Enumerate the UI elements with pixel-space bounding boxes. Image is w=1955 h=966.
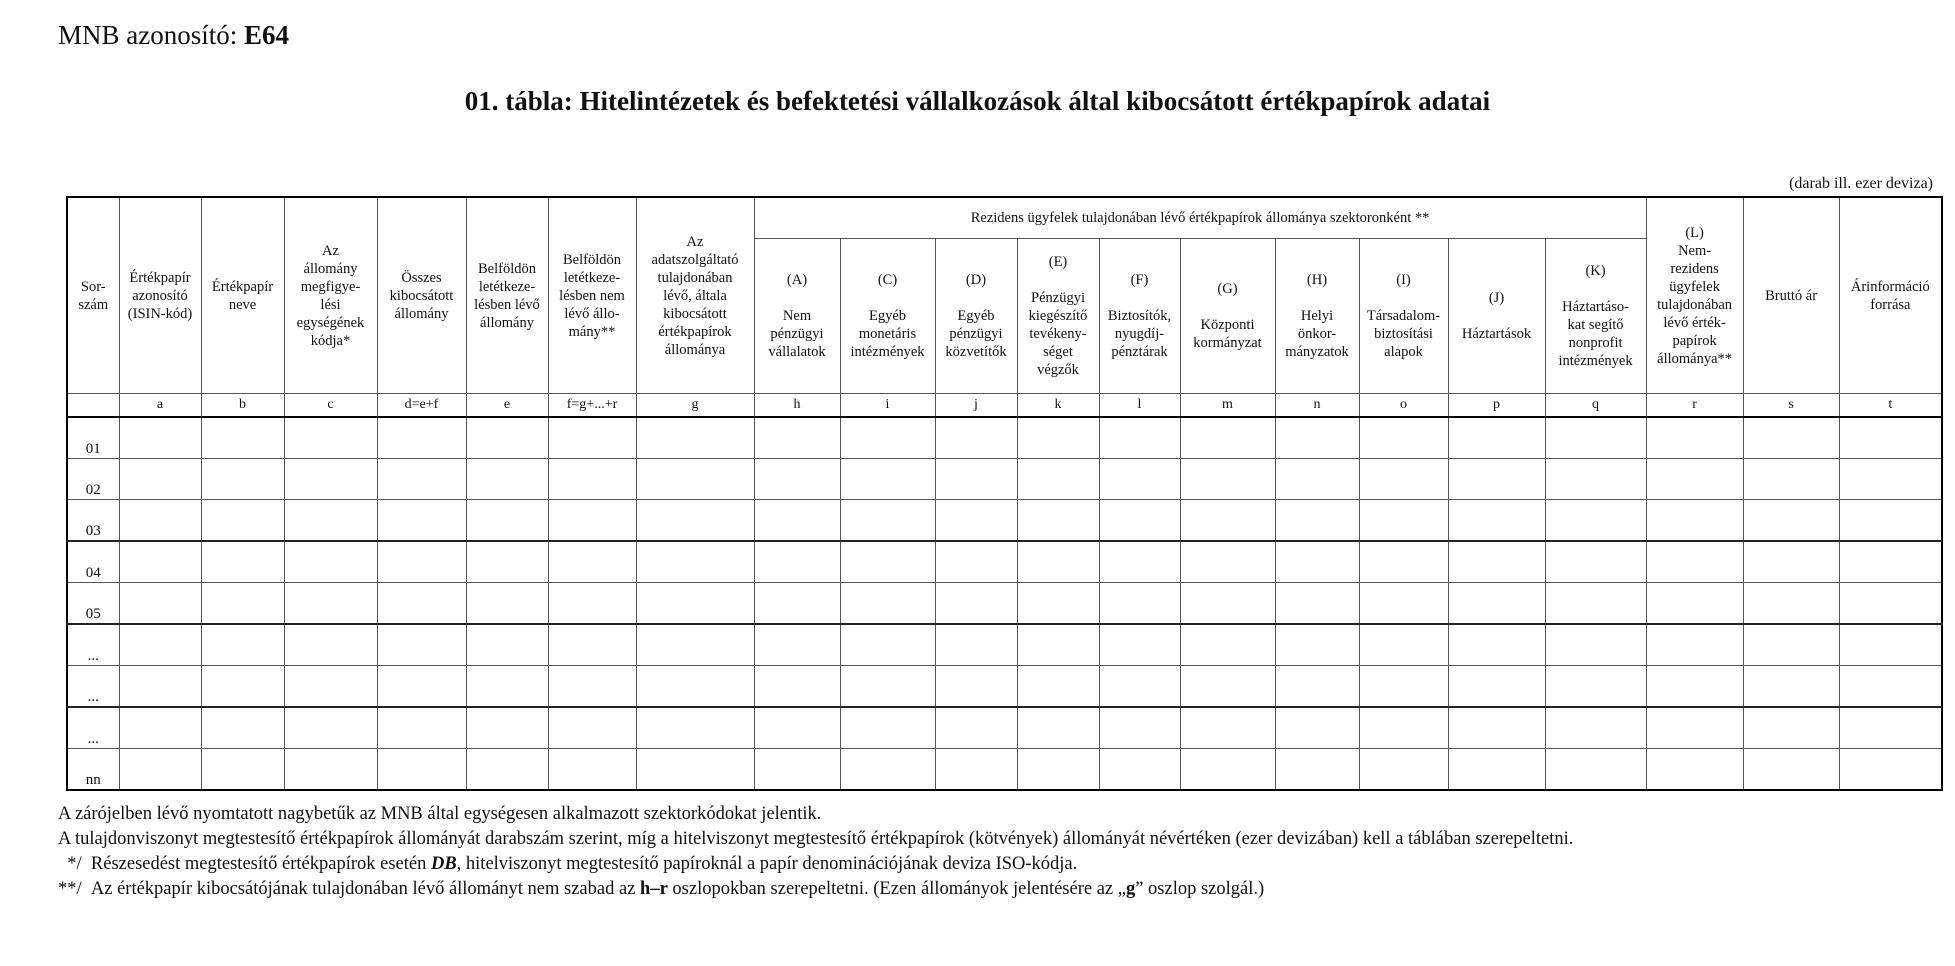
data-cell[interactable] <box>1448 624 1545 666</box>
data-cell[interactable] <box>1359 583 1448 625</box>
data-cell[interactable] <box>1545 749 1646 791</box>
footnote-marker: */ <box>67 854 82 874</box>
data-cell[interactable] <box>754 707 840 749</box>
data-cell[interactable] <box>1646 541 1743 583</box>
row-number: 05 <box>67 583 119 625</box>
data-cell[interactable] <box>466 707 548 749</box>
data-cell[interactable] <box>377 583 466 625</box>
data-cell[interactable] <box>119 749 201 791</box>
data-cell[interactable] <box>840 583 935 625</box>
data-cell[interactable] <box>636 583 754 625</box>
data-cell[interactable] <box>1839 583 1942 625</box>
data-cell[interactable] <box>935 541 1017 583</box>
table-row <box>67 749 1942 791</box>
securities-table <box>66 196 1943 791</box>
footnote-text: Az értékpapír kibocsátójának tulajdonában lévő állományt nem szabad az <box>90 879 641 899</box>
data-cell[interactable] <box>754 541 840 583</box>
column-code-row <box>67 394 1942 418</box>
row-number: 04 <box>67 541 119 583</box>
data-cell[interactable] <box>840 666 935 708</box>
data-cell[interactable] <box>284 417 377 459</box>
column-code: s <box>1743 394 1839 418</box>
data-cell[interactable] <box>201 749 284 791</box>
data-cell[interactable] <box>754 624 840 666</box>
table-row <box>67 583 1942 625</box>
data-cell[interactable] <box>1099 500 1180 542</box>
data-cell[interactable] <box>935 749 1017 791</box>
data-cell[interactable] <box>548 459 636 500</box>
data-cell[interactable] <box>284 666 377 708</box>
table-row <box>67 624 1942 666</box>
col-header-nonresident: (L) Nem- rezidens ügyfelek tulajdonában lévő érték- papírok állománya** <box>1646 197 1743 394</box>
data-cell[interactable] <box>1646 666 1743 708</box>
data-cell[interactable] <box>1099 459 1180 500</box>
table-body <box>67 417 1942 790</box>
data-cell[interactable] <box>466 459 548 500</box>
data-cell[interactable] <box>284 583 377 625</box>
data-cell[interactable] <box>1180 459 1275 500</box>
data-cell[interactable] <box>548 624 636 666</box>
data-cell[interactable] <box>636 459 754 500</box>
data-cell[interactable] <box>466 583 548 625</box>
data-cell[interactable] <box>1545 666 1646 708</box>
data-cell[interactable] <box>1448 500 1545 542</box>
footnote-text: , hitelviszonyt megtestesítő papíroknál a papír denominációjának deviza ISO-kódja. <box>456 854 1078 874</box>
data-cell[interactable] <box>548 500 636 542</box>
footnote-double-star <box>58 877 1573 902</box>
data-cell[interactable] <box>119 583 201 625</box>
col-header-row-number: Sor- szám <box>67 197 119 394</box>
data-cell[interactable] <box>1099 707 1180 749</box>
data-cell[interactable] <box>548 541 636 583</box>
column-code: k <box>1017 394 1099 418</box>
data-cell[interactable] <box>840 500 935 542</box>
data-cell[interactable] <box>1017 583 1099 625</box>
data-cell[interactable] <box>1646 417 1743 459</box>
footnotes <box>58 802 1573 902</box>
col-header-sector-g: (G) Központi kormányzat <box>1180 239 1275 394</box>
data-cell[interactable] <box>201 541 284 583</box>
data-cell[interactable] <box>935 459 1017 500</box>
data-cell[interactable] <box>636 666 754 708</box>
mnb-identifier <box>58 20 289 51</box>
data-cell[interactable] <box>377 749 466 791</box>
table-row <box>67 500 1942 542</box>
data-cell[interactable] <box>1275 459 1359 500</box>
col-header-sector-e: (E) Pénzügyi kiegészítő tevékeny- séget végzők <box>1017 239 1099 394</box>
data-cell[interactable] <box>201 666 284 708</box>
data-cell[interactable] <box>1017 666 1099 708</box>
col-header-domestic-custody: Belföldön letétkeze- lésben lévő állomány <box>466 197 548 394</box>
data-cell[interactable] <box>935 417 1017 459</box>
data-cell[interactable] <box>1839 459 1942 500</box>
data-cell[interactable] <box>1017 707 1099 749</box>
column-code: j <box>935 394 1017 418</box>
footnote-holdings-units: A tulajdonviszonyt megtestesítő értékpapírok állományát darabszám szerint, míg a hitelviszonyt megtestesítő értékpapírok (kötvények) állományát névértéken (ezer devizában) kell a táblában szerepeltetni. <box>58 829 1574 849</box>
data-cell[interactable] <box>466 666 548 708</box>
data-cell[interactable] <box>1180 541 1275 583</box>
col-header-own-holdings: Az adatszolgáltató tulajdonában lévő, általa kibocsátott értékpapírok állománya <box>636 197 754 394</box>
column-code: t <box>1839 394 1942 418</box>
data-cell[interactable] <box>1099 749 1180 791</box>
data-cell[interactable] <box>636 624 754 666</box>
data-cell[interactable] <box>1180 707 1275 749</box>
footnote-single-star <box>58 852 1573 877</box>
data-cell[interactable] <box>201 583 284 625</box>
data-cell[interactable] <box>754 583 840 625</box>
data-cell[interactable] <box>1359 541 1448 583</box>
data-cell[interactable] <box>1359 666 1448 708</box>
table-row <box>67 666 1942 708</box>
column-code: r <box>1646 394 1743 418</box>
data-cell[interactable] <box>1099 583 1180 625</box>
data-cell[interactable] <box>1275 707 1359 749</box>
column-code: g <box>636 394 754 418</box>
data-cell[interactable] <box>636 500 754 542</box>
data-cell[interactable] <box>201 707 284 749</box>
data-cell[interactable] <box>119 500 201 542</box>
column-code: o <box>1359 394 1448 418</box>
col-header-price-source: Árinformáció forrása <box>1839 197 1942 394</box>
data-cell[interactable] <box>754 417 840 459</box>
data-cell[interactable] <box>1646 707 1743 749</box>
col-header-security-name: Értékpapír neve <box>201 197 284 394</box>
data-cell[interactable] <box>1275 624 1359 666</box>
column-code: a <box>119 394 201 418</box>
data-cell[interactable] <box>754 666 840 708</box>
data-cell[interactable] <box>1646 749 1743 791</box>
data-cell[interactable] <box>1743 624 1839 666</box>
row-number: 01 <box>67 417 119 459</box>
data-cell[interactable] <box>1017 749 1099 791</box>
data-cell[interactable] <box>377 624 466 666</box>
data-cell[interactable] <box>466 749 548 791</box>
column-code: q <box>1545 394 1646 418</box>
col-header-sector-c: (C) Egyéb monetáris intézmények <box>840 239 935 394</box>
data-cell[interactable] <box>1180 583 1275 625</box>
data-cell[interactable] <box>1017 624 1099 666</box>
data-cell[interactable] <box>1359 417 1448 459</box>
column-code: p <box>1448 394 1545 418</box>
data-cell[interactable] <box>201 500 284 542</box>
mnb-label: MNB azonosító: <box>58 20 238 50</box>
data-cell[interactable] <box>548 707 636 749</box>
col-header-sector-i: (I) Társadalom- biztosítási alapok <box>1359 239 1448 394</box>
col-header-sector-d: (D) Egyéb pénzügyi közvetítők <box>935 239 1017 394</box>
data-cell[interactable] <box>754 459 840 500</box>
data-cell[interactable] <box>1545 417 1646 459</box>
row-number: ... <box>67 707 119 749</box>
col-header-not-domestic-custody: Belföldön letétkeze- lésben nem lévő állo- mány** <box>548 197 636 394</box>
data-cell[interactable] <box>1359 500 1448 542</box>
data-cell[interactable] <box>636 541 754 583</box>
col-header-sector-h: (H) Helyi önkor- mányzatok <box>1275 239 1359 394</box>
column-code: l <box>1099 394 1180 418</box>
footnote-text: ” oszlop szolgál.) <box>1135 879 1265 899</box>
footnote-bold-db: DB <box>430 854 457 874</box>
data-cell[interactable] <box>1839 666 1942 708</box>
data-cell[interactable] <box>284 749 377 791</box>
col-header-sector-j: (J) Háztartások <box>1448 239 1545 394</box>
footnote-marker: **/ <box>58 879 82 899</box>
col-header-sector-k: (K) Háztartáso- kat segítő nonprofit intézmények <box>1545 239 1646 394</box>
data-cell[interactable] <box>840 417 935 459</box>
table-row <box>67 707 1942 749</box>
column-code: b <box>201 394 284 418</box>
data-cell[interactable] <box>1448 459 1545 500</box>
data-cell[interactable] <box>1839 749 1942 791</box>
unit-note: (darab ill. ezer deviza) <box>1789 175 1933 192</box>
footnote-text: Részesedést megtestesítő értékpapírok esetén <box>90 854 431 874</box>
table-row <box>67 541 1942 583</box>
data-cell[interactable] <box>466 500 548 542</box>
footnote-sector-codes: A zárójelben lévő nyomtatott nagybetűk az MNB által egységesen alkalmazott szektorkódokat jelentik. <box>58 804 822 824</box>
data-cell[interactable] <box>1180 666 1275 708</box>
data-cell[interactable] <box>1017 541 1099 583</box>
data-cell[interactable] <box>1448 666 1545 708</box>
data-cell[interactable] <box>201 417 284 459</box>
column-code: i <box>840 394 935 418</box>
data-cell[interactable] <box>119 624 201 666</box>
data-cell[interactable] <box>754 500 840 542</box>
data-cell[interactable] <box>284 541 377 583</box>
data-cell[interactable] <box>840 459 935 500</box>
data-cell[interactable] <box>1743 417 1839 459</box>
data-cell[interactable] <box>284 500 377 542</box>
column-code: e <box>466 394 548 418</box>
column-code: c <box>284 394 377 418</box>
data-cell[interactable] <box>1180 624 1275 666</box>
data-cell[interactable] <box>935 500 1017 542</box>
data-cell[interactable] <box>1359 707 1448 749</box>
data-cell[interactable] <box>1359 624 1448 666</box>
data-cell[interactable] <box>1359 459 1448 500</box>
data-cell[interactable] <box>377 707 466 749</box>
data-cell[interactable] <box>548 749 636 791</box>
column-code: d=e+f <box>377 394 466 418</box>
mnb-code: E64 <box>244 20 290 50</box>
column-code: f=g+...+r <box>548 394 636 418</box>
data-cell[interactable] <box>1743 541 1839 583</box>
data-cell[interactable] <box>1448 707 1545 749</box>
footnote-text: oszlopokban szerepeltetni. (Ezen állományok jelentésére az „ <box>667 879 1126 899</box>
data-cell[interactable] <box>1275 583 1359 625</box>
data-cell[interactable] <box>1646 500 1743 542</box>
resident-sector-group-header: Rezidens ügyfelek tulajdonában lévő értékpapírok állománya szektoronként ** <box>754 197 1646 239</box>
data-cell[interactable] <box>1646 583 1743 625</box>
footnote-bold-g: g <box>1125 879 1136 899</box>
data-cell[interactable] <box>935 707 1017 749</box>
data-cell[interactable] <box>1743 707 1839 749</box>
data-cell[interactable] <box>1743 666 1839 708</box>
data-cell[interactable] <box>1180 500 1275 542</box>
data-cell[interactable] <box>119 541 201 583</box>
data-cell[interactable] <box>1743 583 1839 625</box>
data-cell[interactable] <box>1545 459 1646 500</box>
data-cell[interactable] <box>1359 749 1448 791</box>
data-cell[interactable] <box>201 624 284 666</box>
data-cell[interactable] <box>1448 583 1545 625</box>
data-cell[interactable] <box>377 541 466 583</box>
data-cell[interactable] <box>840 541 935 583</box>
data-cell[interactable] <box>935 624 1017 666</box>
data-cell[interactable] <box>1545 624 1646 666</box>
data-cell[interactable] <box>1839 417 1942 459</box>
data-cell[interactable] <box>377 666 466 708</box>
page-title: 01. tábla: Hitelintézetek és befektetési vállalkozások által kibocsátott értékpapírok adatai <box>464 86 1491 116</box>
data-cell[interactable] <box>377 500 466 542</box>
data-cell[interactable] <box>1275 541 1359 583</box>
data-cell[interactable] <box>1545 583 1646 625</box>
table-row <box>67 459 1942 500</box>
data-cell[interactable] <box>1839 541 1942 583</box>
data-cell[interactable] <box>1017 459 1099 500</box>
data-cell[interactable] <box>754 749 840 791</box>
data-cell[interactable] <box>1099 666 1180 708</box>
data-cell[interactable] <box>284 624 377 666</box>
row-number: ... <box>67 624 119 666</box>
data-cell[interactable] <box>1017 500 1099 542</box>
data-cell[interactable] <box>548 666 636 708</box>
data-cell[interactable] <box>284 707 377 749</box>
data-cell[interactable] <box>1743 459 1839 500</box>
data-cell[interactable] <box>1448 749 1545 791</box>
footnote-bold-range: h–r <box>640 879 668 899</box>
col-header-total-issued: Összes kibocsátott állomány <box>377 197 466 394</box>
data-cell[interactable] <box>1180 417 1275 459</box>
data-cell[interactable] <box>377 459 466 500</box>
data-cell[interactable] <box>1545 707 1646 749</box>
data-cell[interactable] <box>377 417 466 459</box>
data-cell[interactable] <box>935 583 1017 625</box>
data-cell[interactable] <box>548 583 636 625</box>
row-number: ... <box>67 666 119 708</box>
data-cell[interactable] <box>1839 624 1942 666</box>
row-number: nn <box>67 749 119 791</box>
data-cell[interactable] <box>1743 500 1839 542</box>
col-header-sector-a: (A) Nem pénzügyi vállalatok <box>754 239 840 394</box>
col-header-gross-price: Bruttó ár <box>1743 197 1839 394</box>
data-cell[interactable] <box>119 459 201 500</box>
data-cell[interactable] <box>119 666 201 708</box>
data-cell[interactable] <box>1545 500 1646 542</box>
data-cell[interactable] <box>1545 541 1646 583</box>
data-cell[interactable] <box>840 749 935 791</box>
data-cell[interactable] <box>1180 749 1275 791</box>
row-number: 02 <box>67 459 119 500</box>
column-code: m <box>1180 394 1275 418</box>
data-cell[interactable] <box>935 666 1017 708</box>
data-cell[interactable] <box>636 707 754 749</box>
data-cell[interactable] <box>1017 417 1099 459</box>
data-cell[interactable] <box>119 707 201 749</box>
data-cell[interactable] <box>548 417 636 459</box>
data-cell[interactable] <box>466 541 548 583</box>
col-header-isin: Értékpapír azonosító (ISIN-kód) <box>119 197 201 394</box>
data-cell[interactable] <box>1743 749 1839 791</box>
data-cell[interactable] <box>1275 666 1359 708</box>
data-cell[interactable] <box>840 707 935 749</box>
col-header-sector-f: (F) Biztosítók, nyugdíj- pénztárak <box>1099 239 1180 394</box>
column-code: h <box>754 394 840 418</box>
data-cell[interactable] <box>466 417 548 459</box>
data-cell[interactable] <box>1275 749 1359 791</box>
table-row <box>67 417 1942 459</box>
data-cell[interactable] <box>1275 500 1359 542</box>
data-cell[interactable] <box>466 624 548 666</box>
data-cell[interactable] <box>1099 541 1180 583</box>
row-number: 03 <box>67 500 119 542</box>
data-cell[interactable] <box>119 417 201 459</box>
col-header-unit-code: Az állomány megfigye- lési egységének kódja* <box>284 197 377 394</box>
data-cell[interactable] <box>1275 417 1359 459</box>
data-cell[interactable] <box>201 459 284 500</box>
data-cell[interactable] <box>1099 624 1180 666</box>
data-cell[interactable] <box>1839 500 1942 542</box>
column-code: n <box>1275 394 1359 418</box>
data-cell[interactable] <box>284 459 377 500</box>
data-cell[interactable] <box>1448 417 1545 459</box>
data-cell[interactable] <box>1099 417 1180 459</box>
column-code <box>67 394 119 418</box>
data-cell[interactable] <box>1448 541 1545 583</box>
data-cell[interactable] <box>636 749 754 791</box>
data-cell[interactable] <box>1839 707 1942 749</box>
data-cell[interactable] <box>1646 459 1743 500</box>
data-cell[interactable] <box>636 417 754 459</box>
data-cell[interactable] <box>840 624 935 666</box>
data-cell[interactable] <box>1646 624 1743 666</box>
